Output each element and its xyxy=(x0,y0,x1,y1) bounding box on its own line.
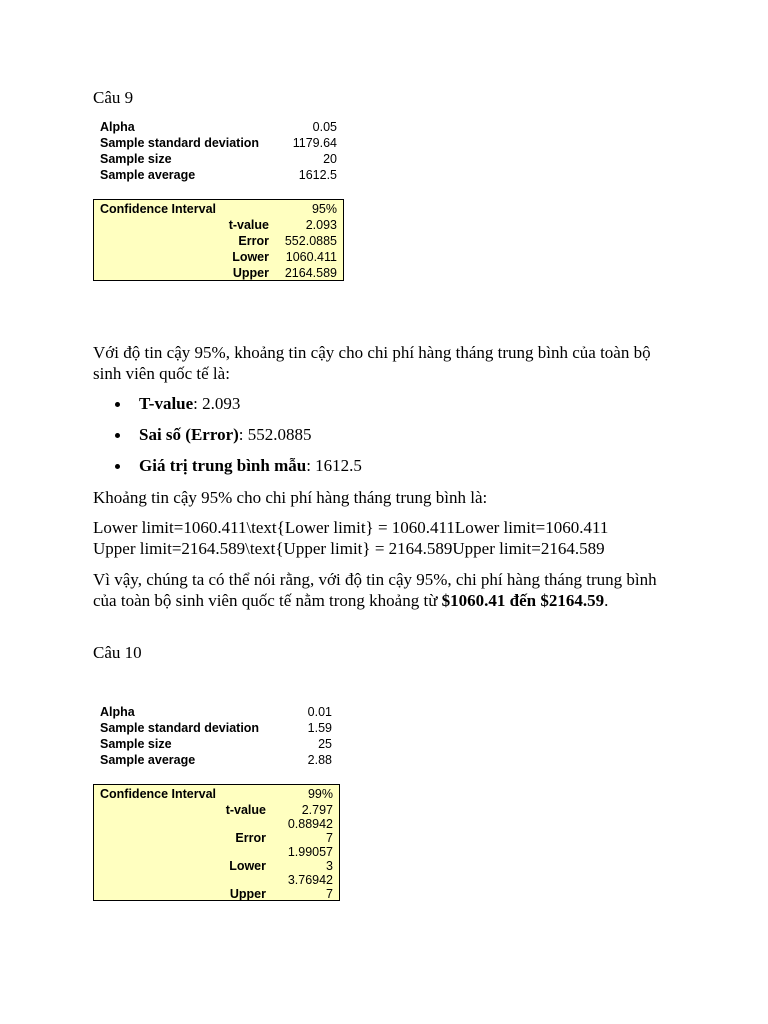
table-row xyxy=(94,233,343,249)
q9-ci-sentence: Khoảng tin cậy 95% cho chi phí hàng tháng trung bình là: xyxy=(93,488,488,507)
stat-value: 1179.64 xyxy=(292,136,337,150)
stat-label: Sample average xyxy=(100,753,196,767)
ci-label: Error xyxy=(238,234,269,248)
q10-stats-table xyxy=(100,704,332,768)
stat-value: 1.59 xyxy=(307,721,332,735)
q9-lower-limit-line: Lower limit=1060.411\text{Lower limit} = 1060.411Lower limit=1060.411 xyxy=(93,518,609,537)
ci-value: 2.093 xyxy=(305,218,337,232)
list-item xyxy=(139,425,312,445)
conclusion-text: Vì vậy, chúng ta có thể nói rằng, với độ tin cậy 95%, chi phí hàng tháng trung bình của toàn bộ sinh viên quốc tế nằm trong khoảng từ xyxy=(93,570,657,610)
bullet-value: : 2.093 xyxy=(193,394,241,413)
stat-value: 2.88 xyxy=(307,753,332,767)
ci-label: Lower xyxy=(232,250,269,264)
table-row xyxy=(94,217,343,233)
table-row xyxy=(100,135,337,151)
ci-label: Upper xyxy=(229,887,266,901)
table-row xyxy=(94,201,343,217)
ci-label: Upper xyxy=(232,266,269,280)
table-row xyxy=(100,720,332,736)
stat-label: Sample average xyxy=(100,168,196,182)
ci-value: 1060.411 xyxy=(285,250,337,264)
stat-label: Sample size xyxy=(100,737,172,751)
table-row xyxy=(100,167,337,183)
bullet-label: T-value xyxy=(139,394,194,413)
stat-label: Sample standard deviation xyxy=(100,721,260,735)
bullet-label: Sai số (Error) xyxy=(139,425,239,444)
ci-value-wrap: 7 xyxy=(326,887,333,901)
ci-title: Confidence Interval xyxy=(100,202,216,216)
table-row xyxy=(100,736,332,752)
ci-value: 552.0885 xyxy=(284,234,337,248)
stat-label: Sample standard deviation xyxy=(100,136,260,150)
table-row xyxy=(94,265,343,281)
stat-value: 1612.5 xyxy=(298,168,337,182)
bullet-icon xyxy=(115,464,120,469)
list-item xyxy=(139,394,240,414)
list-item xyxy=(139,456,362,476)
q9-stats-table xyxy=(100,119,337,183)
table-row xyxy=(100,151,337,167)
ci-label: t-value xyxy=(228,218,269,232)
stat-label: Alpha xyxy=(100,705,135,719)
ci-level: 99% xyxy=(307,787,333,801)
conclusion-end: . xyxy=(604,591,609,610)
bullet-value: : 552.0885 xyxy=(238,425,312,444)
ci-label: Error xyxy=(235,831,266,845)
ci-value: 2164.589 xyxy=(284,266,337,280)
stat-value: 0.05 xyxy=(312,120,337,134)
bullet-icon xyxy=(115,402,120,407)
table-row xyxy=(100,704,332,720)
stat-value: 20 xyxy=(323,152,337,166)
ci-value: 2.797 xyxy=(301,803,333,817)
ci-value-wrap: 3 xyxy=(326,859,333,873)
ci-value: 3.76942 xyxy=(287,873,333,887)
stat-value: 25 xyxy=(318,737,332,751)
q9-intro-paragraph: Với độ tin cậy 95%, khoảng tin cậy cho chi phí hàng tháng trung bình của toàn bộ sinh viên quốc tế là: xyxy=(93,343,651,383)
q9-upper-limit-line: Upper limit=2164.589\text{Upper limit} = 2164.589Upper limit=2164.589 xyxy=(93,539,605,558)
bullet-value: : 1612.5 xyxy=(306,456,362,475)
question-10-heading: Câu 10 xyxy=(93,643,142,662)
ci-value: 1.99057 xyxy=(287,845,333,859)
table-row xyxy=(100,119,337,135)
question-9-heading: Câu 9 xyxy=(93,88,134,107)
q9-conclusion-paragraph xyxy=(93,569,668,611)
q10-confidence-interval-box xyxy=(93,784,340,901)
ci-title: Confidence Interval xyxy=(100,787,216,801)
stat-label: Sample size xyxy=(100,152,172,166)
table-row xyxy=(100,752,332,768)
ci-value: 0.88942 xyxy=(287,817,333,831)
q9-confidence-interval-box xyxy=(93,199,344,281)
ci-level: 95% xyxy=(311,202,337,216)
ci-value-wrap: 7 xyxy=(326,831,333,845)
stat-value: 0.01 xyxy=(307,705,332,719)
bullet-icon xyxy=(115,433,120,438)
stat-label: Alpha xyxy=(100,120,135,134)
ci-label: Lower xyxy=(229,859,266,873)
conclusion-range: $1060.41 đến $2164.59 xyxy=(441,591,605,610)
table-row xyxy=(94,249,343,265)
bullet-label: Giá trị trung bình mẫu xyxy=(139,456,307,475)
ci-label: t-value xyxy=(225,803,266,817)
